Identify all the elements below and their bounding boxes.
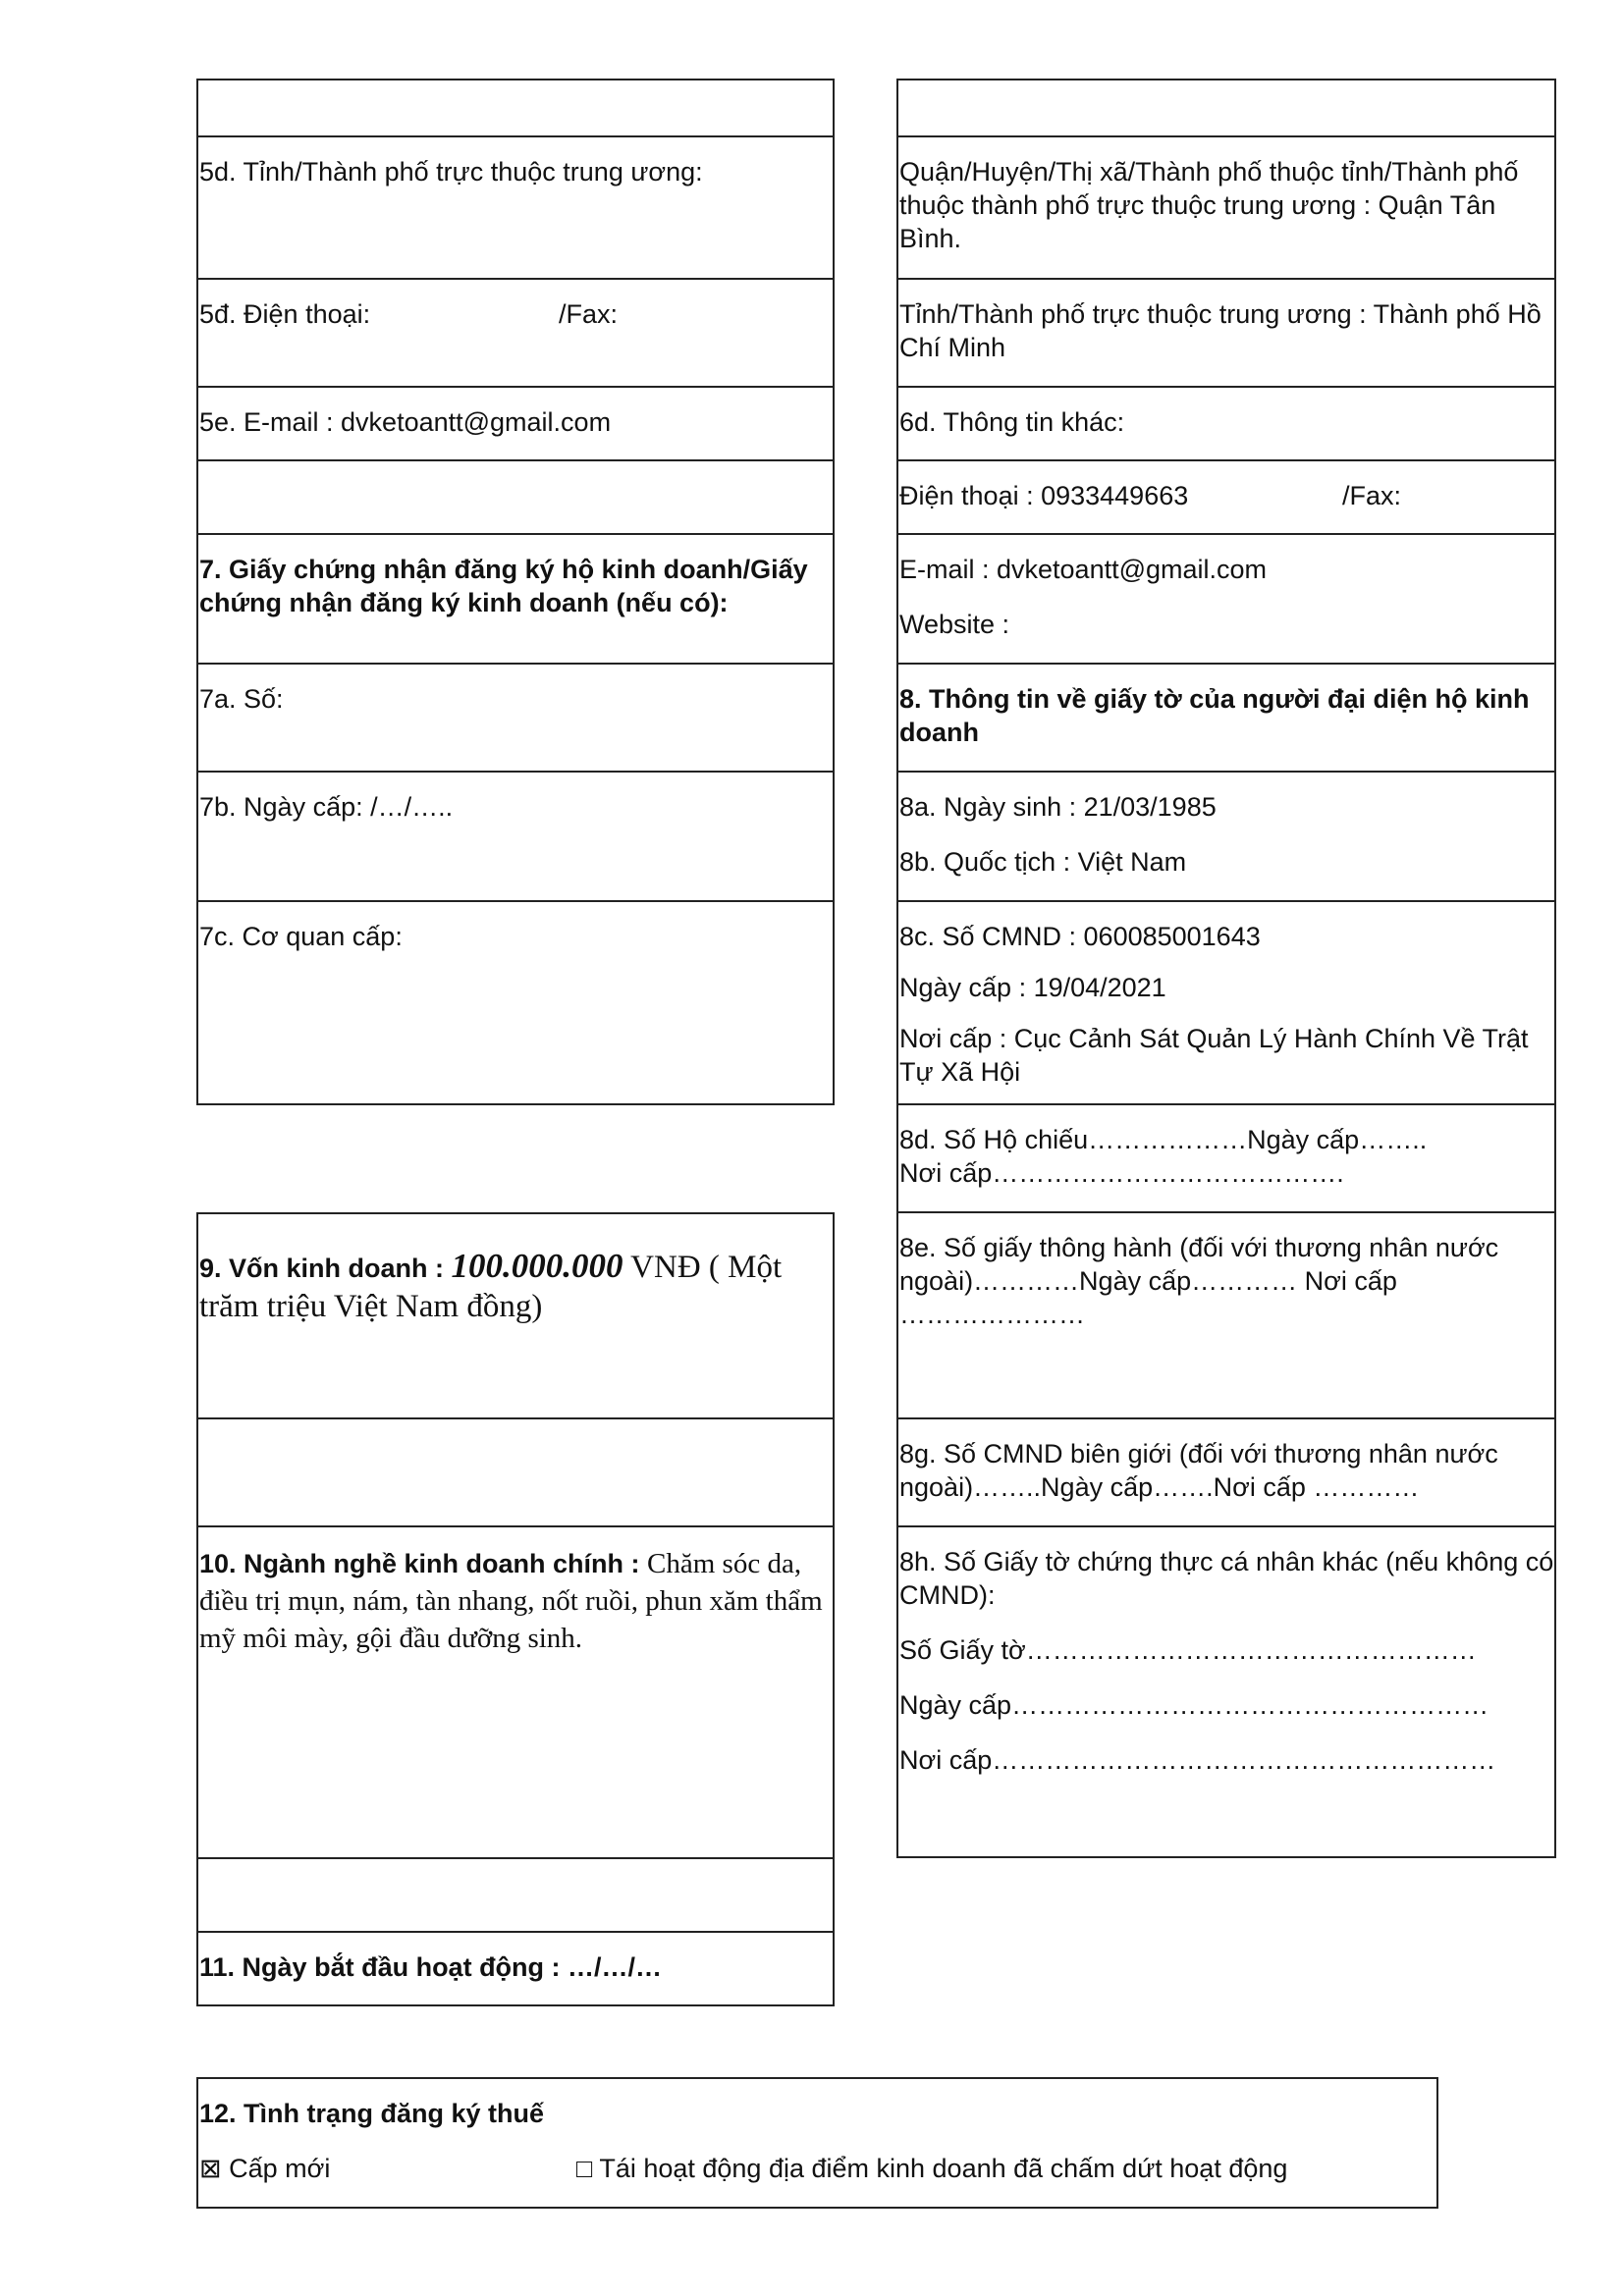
field-phone-label: Điện thoại : 0933449663 xyxy=(899,481,1189,510)
field-7c-issuing-authority xyxy=(196,900,835,1105)
checked-box-icon[interactable]: ⊠ xyxy=(199,2154,222,2183)
field-8a-birthdate: 8a. Ngày sinh : 21/03/1985 xyxy=(899,792,1217,822)
field-7a-label: 7a. Số: xyxy=(199,684,284,714)
field-12-heading: 12. Tình trạng đăng ký thuế xyxy=(199,2099,545,2128)
right-empty-top-cell xyxy=(896,79,1556,137)
field-9-label: 9. Vốn kinh doanh : xyxy=(199,1254,452,1283)
field-10-main-business xyxy=(196,1525,835,1859)
field-5dd-phone-fax xyxy=(196,278,835,388)
field-8c-issue-place: Nơi cấp : Cục Cảnh Sát Quản Lý Hành Chính Về Trật Tự Xã Hội xyxy=(899,1024,1529,1087)
field-8h-doc-number: Số Giấy tờ…………………………………………… xyxy=(899,1635,1477,1665)
field-phone-fax xyxy=(896,459,1556,535)
field-8b-nationality: 8b. Quốc tịch : Việt Nam xyxy=(899,847,1187,877)
field-8g-text: 8g. Số CMND biên giới (đối với thương nhân nước ngoài)……..Ngày cấp…….Nơi cấp ………… xyxy=(899,1439,1498,1502)
field-8c-id-card xyxy=(896,900,1556,1105)
option-new-label: Cấp mới xyxy=(229,2154,331,2183)
option-new-registration[interactable] xyxy=(199,2152,330,2185)
field-8g-border-id xyxy=(896,1417,1556,1527)
field-8h-other-id xyxy=(896,1525,1556,1858)
field-5d-label: 5d. Tỉnh/Thành phố trực thuộc trung ương: xyxy=(199,157,703,187)
field-8h-text: 8h. Số Giấy tờ chứng thực cá nhân khác (nếu không có CMND): xyxy=(899,1547,1554,1610)
field-7a-number xyxy=(196,663,835,773)
field-8e-text: 8e. Số giấy thông hành (đối với thương nhân nước ngoài)…………Ngày cấp………… Nơi cấp ………………… xyxy=(899,1233,1499,1329)
field-9-amount: 100.000.000 xyxy=(451,1247,623,1285)
option-reactivation-label: Tái hoạt động địa điểm kinh doanh đã chấm dứt hoạt động xyxy=(599,2154,1288,2183)
field-website-text: Website : xyxy=(899,610,1010,639)
field-8-representative-docs xyxy=(896,663,1556,773)
field-7b-issue-date xyxy=(196,771,835,902)
field-8a-8b xyxy=(896,771,1556,902)
option-reactivation[interactable] xyxy=(576,2152,1287,2185)
field-8d-number: 8d. Số Hộ chiếu………………Ngày cấp…….. xyxy=(899,1125,1428,1154)
field-7-heading: 7. Giấy chứng nhận đăng ký hộ kinh doanh/Giấy chứng nhận đăng ký kinh doanh (nếu có): xyxy=(199,555,808,617)
field-10-text xyxy=(199,1545,833,1657)
field-8h-issue-date: Ngày cấp……………………………………………… xyxy=(899,1690,1489,1720)
left-empty-cell-1 xyxy=(196,459,835,535)
field-province xyxy=(896,278,1556,388)
field-5dd-phone-label: 5đ. Điện thoại: xyxy=(199,299,371,329)
field-fax-label: /Fax: xyxy=(1342,481,1402,510)
right-column xyxy=(896,0,1556,2296)
field-11-label: 11. Ngày bắt đầu hoạt động : …/…/… xyxy=(199,1952,663,1982)
field-9-amount-words: VNĐ ( Một trăm triệu Việt Nam đồng) xyxy=(199,1250,783,1324)
field-10-value: Chăm sóc da, điều trị mụn, nám, tàn nhang, nốt ruồi, phun xăm thẩm mỹ môi mày, gội đầu dưỡng sinh. xyxy=(199,1548,823,1654)
field-5e-email xyxy=(196,386,835,461)
field-11-start-date xyxy=(196,1931,835,2006)
field-8h-issue-place: Nơi cấp………………………………………………… xyxy=(899,1745,1496,1775)
field-5dd-fax-label: /Fax: xyxy=(559,299,619,329)
unchecked-box-icon[interactable]: □ xyxy=(576,2154,593,2183)
field-district-text: Quận/Huyện/Thị xã/Thành phố thuộc tỉnh/Thành phố thuộc thành phố trực thuộc trung ương : Quận Tân Bình. xyxy=(899,157,1519,253)
field-8e-travel-permit xyxy=(896,1211,1556,1419)
left-column xyxy=(196,0,835,2296)
left-empty-top-cell xyxy=(196,79,835,137)
field-7c-label: 7c. Cơ quan cấp: xyxy=(199,922,403,951)
field-9-text xyxy=(199,1248,833,1326)
field-12-options xyxy=(199,2152,1436,2185)
left-empty-cell-3 xyxy=(196,1857,835,1933)
field-6d-label: 6d. Thông tin khác: xyxy=(899,407,1125,437)
field-6d-other-info xyxy=(896,386,1556,461)
field-7b-label: 7b. Ngày cấp: /…/….. xyxy=(199,792,454,822)
field-7-business-certificate xyxy=(196,533,835,665)
field-8c-number: 8c. Số CMND : 060085001643 xyxy=(899,922,1261,951)
field-8-heading: 8. Thông tin về giấy tờ của người đại diện hộ kinh doanh xyxy=(899,684,1530,747)
field-province-text: Tỉnh/Thành phố trực thuộc trung ương : Thành phố Hồ Chí Minh xyxy=(899,299,1542,362)
field-12-tax-status xyxy=(196,2077,1438,2209)
left-empty-cell-2 xyxy=(196,1417,835,1527)
field-10-label: 10. Ngành nghề kinh doanh chính : xyxy=(199,1549,648,1578)
field-district xyxy=(896,135,1556,280)
field-8d-passport xyxy=(896,1103,1556,1213)
field-5e-label: 5e. E-mail : dvketoantt@gmail.com xyxy=(199,407,612,437)
field-9-business-capital xyxy=(196,1212,835,1419)
field-email-website xyxy=(896,533,1556,665)
field-8d-place: Nơi cấp…………………………………. xyxy=(899,1158,1344,1188)
field-5d-province xyxy=(196,135,835,280)
field-8c-issue-date: Ngày cấp : 19/04/2021 xyxy=(899,973,1166,1002)
field-email-text: E-mail : dvketoantt@gmail.com xyxy=(899,555,1268,584)
